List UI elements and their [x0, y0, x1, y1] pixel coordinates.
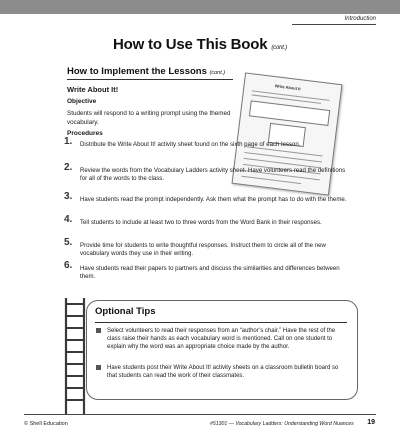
tip-text: Have students post their Write About It! activity sheets on a classroom bulletin board so that students can read the work of their classmates.	[107, 365, 339, 379]
page-title-text: How to Use This Book	[113, 36, 268, 53]
step-text: Review the words from the Vocabulary Ladders activity sheet. Have volunteers read the definitions for all of the words to the class.	[80, 167, 346, 182]
step-number: 4.	[64, 214, 73, 225]
step-text: Provide time for students to write thoughtful responses. Instruct them to circle all of the new vocabulary words they use in their writing.	[80, 242, 326, 257]
objective-text: Students will respond to a writing prompt using the themed vocabulary.	[67, 110, 231, 126]
step-text: Have students read the prompt independently. Ask them what the prompt has to do with the theme.	[80, 196, 347, 203]
tips-rule	[95, 322, 347, 323]
page-title-suffix: (cont.)	[271, 45, 287, 51]
activity-title: Write About It!	[67, 85, 119, 94]
tip-item	[107, 364, 343, 380]
step-number: 6.	[64, 260, 73, 271]
section-subtitle	[67, 66, 225, 77]
section-subtitle-text: How to Implement the Lessons	[67, 66, 207, 77]
thumbnail-prompt-box	[249, 100, 330, 126]
footer-rule	[24, 414, 376, 415]
step-number: 5.	[64, 237, 73, 248]
objective-heading: Objective	[67, 98, 97, 105]
section-tag: Introduction	[344, 16, 376, 22]
thumbnail-title: Write About It	[274, 83, 301, 92]
section-subtitle-suffix: (cont.)	[209, 70, 226, 76]
top-banner	[0, 0, 400, 14]
tip-item	[107, 327, 343, 351]
footer-book-title: #51301 — Vocabulary Ladders: Understanding Word Nuances	[210, 421, 354, 427]
footer-publisher: © Shell Education	[24, 421, 68, 427]
tip-text: Select volunteers to read their responses from an “author’s chair.” Have the rest of the class raise their hands as each vocabulary word is mentioned. Call on one student to explain why the word was an appropriate choice made by the author.	[107, 328, 336, 350]
square-bullet-icon	[96, 365, 101, 370]
page-title	[0, 36, 400, 53]
subtitle-rule	[67, 79, 233, 80]
step-text: Tell students to include at least two to three words from the Word Bank in their responses.	[80, 219, 322, 226]
page-number: 19	[367, 419, 375, 426]
header-rule	[292, 24, 376, 25]
step-text: Have students read their papers to partners and discuss the similarities and differences between them.	[80, 265, 340, 280]
optional-tips-box	[86, 300, 358, 400]
procedures-heading: Procedures	[67, 130, 103, 137]
step-number: 2.	[64, 162, 73, 173]
square-bullet-icon	[96, 328, 101, 333]
step-number: 1.	[64, 136, 73, 147]
step-text: Distribute the Write About It! activity sheet found on the sixth page of each lesson.	[80, 141, 301, 148]
step-number: 3.	[64, 191, 73, 202]
optional-tips-heading: Optional Tips	[95, 306, 156, 317]
